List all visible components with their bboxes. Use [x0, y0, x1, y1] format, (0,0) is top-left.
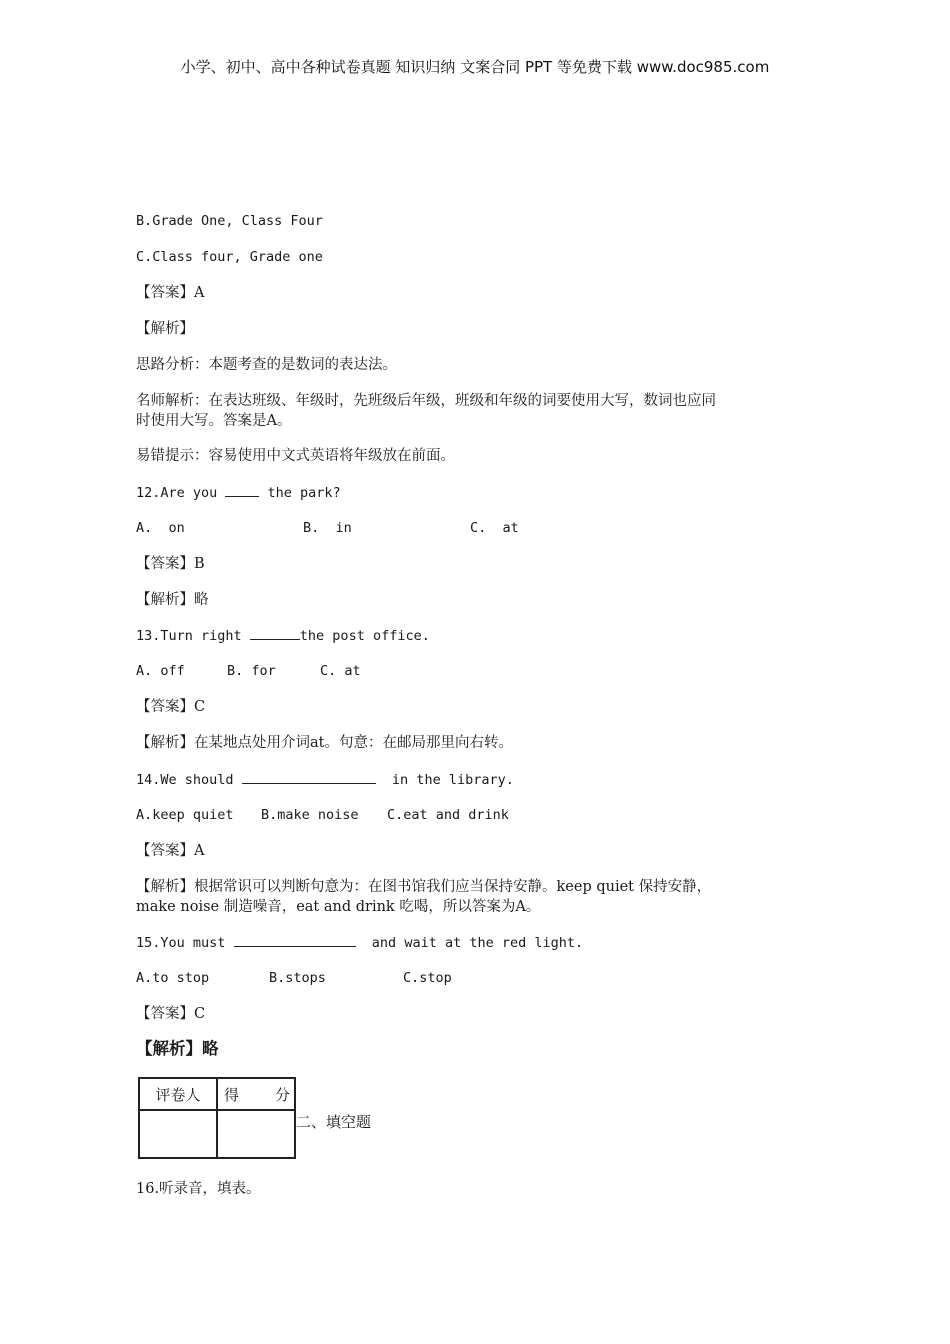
q15-answer: 【答案】C — [136, 1006, 206, 1022]
q12-blank — [225, 483, 259, 497]
q12-answer: 【答案】B — [136, 556, 205, 572]
q11-thinking: 思路分析：本题考查的是数词的表达法。 — [136, 357, 397, 373]
q15-option-a: A.to stop — [136, 970, 210, 986]
q14-option-a: A.keep quiet — [136, 807, 234, 823]
q14-analysis-line-2: make noise 制造噪音，eat and drink 吃喝，所以答案为A。 — [136, 899, 541, 915]
q11-option-b: B.Grade One, Class Four — [136, 213, 323, 229]
q16-stem: 16.听录音，填表。 — [136, 1181, 261, 1197]
site-header: 小学、初中、高中各种试卷真题 知识归纳 文案合同 PPT 等免费下载 www.doc985.com — [180, 58, 770, 76]
q15-blank — [234, 933, 356, 947]
q15-analysis: 【解析】略 — [136, 1039, 219, 1058]
score-table — [138, 1077, 296, 1159]
q15-stem: 15.You must and wait at the red light. — [136, 935, 584, 951]
q15-options — [136, 969, 452, 987]
q13-analysis: 【解析】在某地点处用介词at。句意：在邮局那里向右转。 — [136, 735, 513, 751]
q11-answer: 【答案】A — [136, 285, 205, 301]
grader-header: 评卷人 — [139, 1078, 217, 1110]
grader-cell — [139, 1110, 217, 1158]
q11-tip: 易错提示：容易使用中文式英语将年级放在前面。 — [136, 448, 455, 464]
q14-option-c: C.eat and drink — [387, 807, 509, 823]
q13-option-c: C. at — [320, 663, 361, 679]
q13-answer: 【答案】C — [136, 699, 206, 715]
q13-options — [136, 662, 361, 680]
q14-stem: 14.We should in the library. — [136, 772, 514, 788]
q12-option-a: A. on — [136, 520, 185, 536]
q15-option-b: B.stops — [269, 970, 326, 986]
q12-analysis: 【解析】略 — [136, 592, 209, 608]
score-cell — [217, 1110, 295, 1158]
q14-answer: 【答案】A — [136, 843, 205, 859]
q11-option-c: C.Class four, Grade one — [136, 249, 323, 265]
q13-blank — [250, 626, 300, 640]
q11-analysis-label: 【解析】 — [136, 321, 194, 337]
q13-option-a: A. off — [136, 663, 185, 679]
q14-analysis-line-1: 【解析】根据常识可以判断句意为：在图书馆我们应当保持安静。keep quiet 保持安静， — [136, 879, 712, 895]
score-header: 得 分 — [217, 1078, 295, 1110]
q12-option-b: B. in — [303, 520, 352, 536]
q11-teacher-line-1: 名师解析：在表达班级、年级时，先班级后年级，班级和年级的词要使用大写，数词也应同 — [136, 393, 716, 409]
q12-stem: 12.Are you the park? — [136, 485, 341, 501]
q12-options — [136, 519, 519, 537]
q13-stem: 13.Turn right the post office. — [136, 628, 430, 644]
q15-option-c: C.stop — [403, 970, 452, 986]
q11-teacher-line-2: 时使用大写。答案是A。 — [136, 413, 292, 429]
q14-options — [136, 806, 509, 824]
q14-option-b: B.make noise — [261, 807, 359, 823]
section-title: 二、填空题 — [296, 1113, 372, 1131]
q14-blank — [242, 770, 376, 784]
q12-option-c: C. at — [470, 520, 519, 536]
q13-option-b: B. for — [227, 663, 276, 679]
